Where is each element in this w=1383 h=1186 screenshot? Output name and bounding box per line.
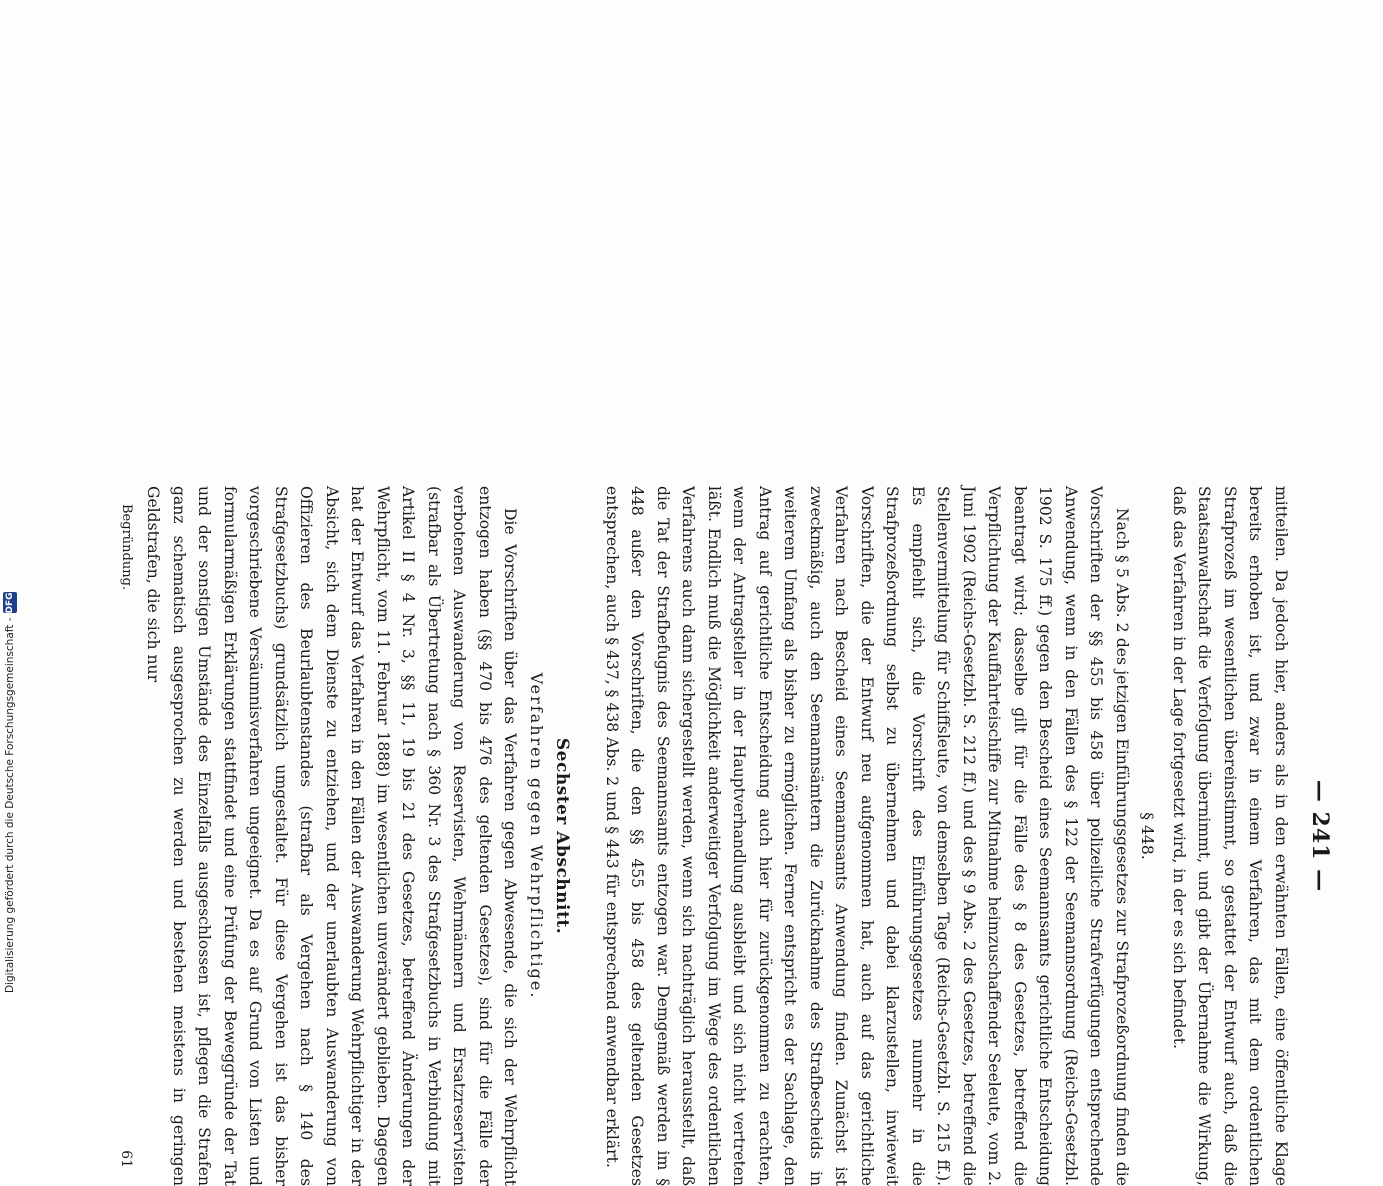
paragraph-continuation: mitteilen. Da jedoch hier, anders als in den erwähnten Fällen, eine öffentliche Klage bereits erhoben ist, und zwar in einem Verfahren, das mit dem ordentlichen Strafprozeß im wesentlichen übereinstimmt, so gestattet der Entwurf auch, daß die Staatsanwaltschaft die Verfolgung übernimmt, und gibt der Übernahme die Wirkung, daß das Verfahren in der Lage fortgesetzt wird, in der es sich befindet. <box>1170 486 1290 1186</box>
section-subheading: Verfahren gegen Wehrpflichtige. <box>527 672 547 1000</box>
dfg-logo-icon: DFG <box>4 592 15 614</box>
signature-number: 61 <box>118 1150 134 1168</box>
page-number: — 241 — <box>1307 779 1333 893</box>
page-content-rotated <box>118 486 1333 1186</box>
paragraph-section-448: Nach § 5 Abs. 2 des jetzigen Einführungsgesetzes zur Strafprozeßordnung finden die Vorschriften der §§ 455 bis 458 über polizeiliche Strafverfügungen entsprechende Anwendung, wenn in den Fällen des § 122 der Seemannsordnung (Reichs-Gesetzbl. 1902 S. 175 ff.) gegen den Bescheid eines Seemannsamts gerichtliche Entscheidung beantragt wird; dasselbe gilt für die Fälle des § 8 des Gesetzes, betreffend die Verpflichtung der Kauffahrteischiffe zur Mitnahme heimzuschaffender Seeleute, vom 2. Juni 1902 (Reichs-Gesetzbl. S. 212 ff.) und des § 9 Abs. 2 des Gesetzes, betreffend die Stellenvermittelung für Schiffsleute, von demselben Tage (Reichs-Gesetzbl. S. 215 ff.). Es empfiehlt sich, die Vorschrift des Einführungsgesetzes nunmehr in die Strafprozeßordnung selbst zu übernehmen und dabei klarzustellen, inwieweit Vorschriften, die der Entwurf neu aufgenommen hat, auch auf das gerichtliche Verfahren nach Bescheid eines Seemannsamts Anwendung finden. Zunächst ist zweckmäßig, auch den Seemannsämtern die Zurücknahme des Strafbescheids in weiterem Umfang als bisher zu ermöglichen. Ferner entspricht es der Sachlage, den Antrag auf gerichtliche Entscheidung auch hier für zurückgenommen zu erachten, wenn der Antragsteller in der Hauptverhandlung ausbleibt und sich nicht vertreten läßt. Endlich muß die Möglichkeit anderweitiger Verfolgung im Wege des ordentlichen Verfahrens auch dann sichergestellt werden, wenn sich nachträglich herausstellt, daß die Tat der Strafbefugnis des Seemannsamts entzogen war. Demgemäß werden im § 448 außer den Vorschriften, die den §§ 455 bis 458 des geltenden Gesetzes entsprechen, auch § 437, § 438 Abs. 2 und § 443 für entsprechend anwendbar erklärt. <box>603 486 1131 1186</box>
sidebar-credit-strip <box>0 0 20 1000</box>
section-mark: § 448. <box>1138 812 1157 860</box>
digitization-credit <box>1 593 18 993</box>
section-heading: Sechster Abschnitt. <box>552 737 573 935</box>
paragraph-wehrpflicht: Die Vorschriften über das Verfahren gegen Abwesende, die sich der Wehrpflicht entzogen haben (§§ 470 bis 476 des geltenden Gesetzes), sind für die Fälle der verbotenen Auswanderung von Reservisten, Wehrmännern und Ersatzreservisten (strafbar als Übertretung nach § 360 Nr. 3 des Strafgesetzbuchs in Verbindung mit Artikel II § 4 Nr. 3, §§ 11, 19 bis 21 des Gesetzes, betreffend Änderungen der Wehrpflicht, vom 11. Februar 1888) im wesentlichen unverändert geblieben. Dagegen hat der Entwurf das Verfahren in den Fällen der Auswanderung Wehrpflichtiger in der Absicht, sich dem Dienste zu entziehen, und der unerlaubten Auswanderung von Offizieren des Beurlaubtenstandes (strafbar als Vergehen nach § 140 des Strafgesetzbuchs) grundsätzlich umgestaltet. Für diese Vergehen ist das bisher vorgeschriebene Versäumnisverfahren ungeeignet. Da es auf Grund von Listen und formularmäßigen Erklärungen stattfindet und eine Prüfung der Beweggründe der Tat und der sonstigen Umstände des Einzelfalls ausgeschlossen ist, pflegen die Strafen ganz schematisch ausgesprochen zu werden und bestehen meistens in geringen Geldstrafen, die sich nur <box>144 486 520 1186</box>
page-footer <box>118 486 134 1186</box>
credit-text: Digitalisierung gefördert durch die Deutsche Forschungsgemeinschaft - <box>3 617 16 993</box>
footer-label: Begründung. <box>119 504 134 591</box>
text-column <box>118 486 1293 1186</box>
